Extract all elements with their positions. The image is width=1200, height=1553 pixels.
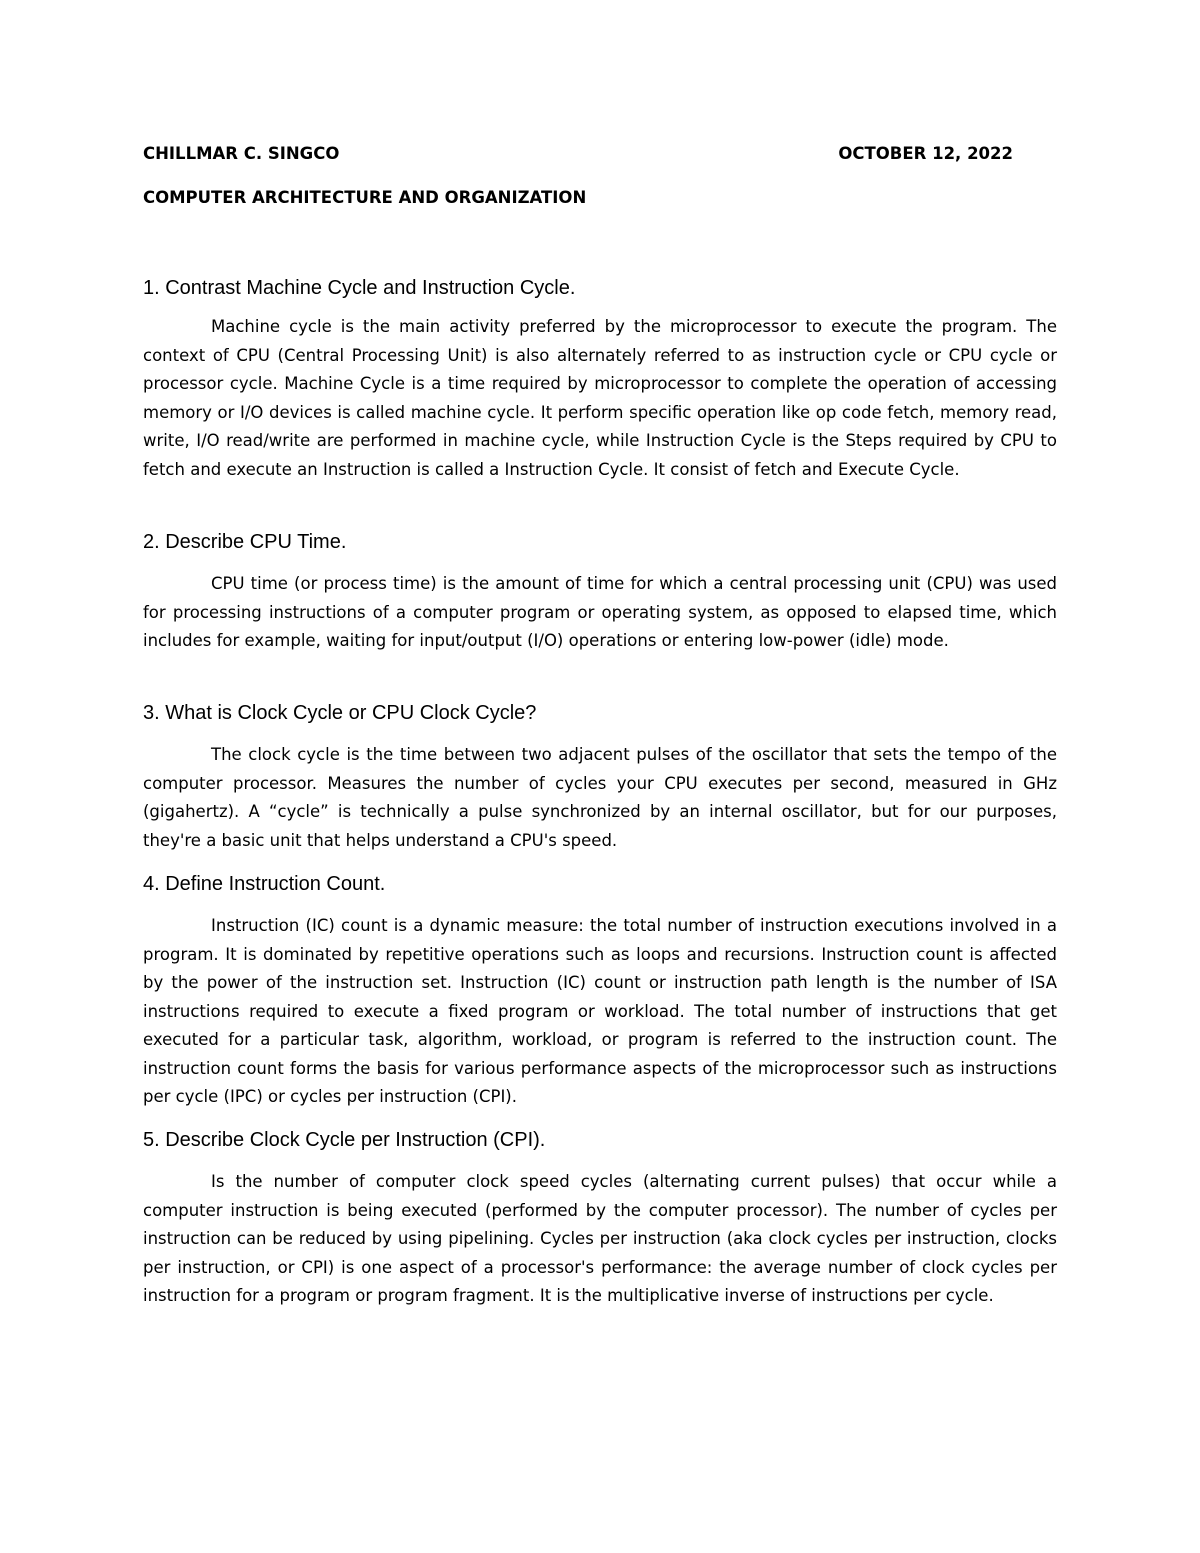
question-2: 2. Describe CPU Time. xyxy=(143,531,347,553)
answer-4: Instruction (IC) count is a dynamic measure: the total number of instruction executions involved in a program. It is dominated by repetitive operations such as loops and recursions. Instruction count is affected by the power of the instruction set. Instruction (IC) count or instruction path length is the number of ISA instructions required to execute a fixed program or workload. The total number of instructions that get executed for a particular task, algorithm, workload, or program is referred to the instruction count. The instruction count forms the basis for various performance aspects of the microprocessor such as instructions per cycle (IPC) or cycles per instruction (CPI). xyxy=(143,916,1057,1106)
author-name: CHILLMAR C. SINGCO xyxy=(143,144,340,163)
answer-5: Is the number of computer clock speed cycles (alternating current pulses) that occur while a computer instruction is being executed (performed by the computer processor). The number of cycles per instruction can be reduced by using pipelining. Cycles per instruction (aka clock cycles per instruction, clocks per instruction, or CPI) is one aspect of a processor's performance: the average number of clock cycles per instruction for a program or program fragment. It is the multiplicative inverse of instructions per cycle. xyxy=(143,1172,1057,1305)
question-5: 5. Describe Clock Cycle per Instruction (CPI). xyxy=(143,1129,546,1151)
course-title: COMPUTER ARCHITECTURE AND ORGANIZATION xyxy=(143,188,587,207)
question-1: 1. Contrast Machine Cycle and Instruction Cycle. xyxy=(143,277,576,299)
document-date: OCTOBER 12, 2022 xyxy=(838,144,1013,163)
answer-3: The clock cycle is the time between two adjacent pulses of the oscillator that sets the tempo of the computer processor. Measures the number of cycles your CPU executes per second, measured in GHz (gigahertz). A “cycle” is technically a pulse synchronized by an internal oscillator, but for our purposes, they're a basic unit that helps understand a CPU's speed. xyxy=(143,745,1057,850)
question-3: 3. What is Clock Cycle or CPU Clock Cycle? xyxy=(143,702,537,724)
answer-2: CPU time (or process time) is the amount of time for which a central processing unit (CPU) was used for processing instructions of a computer program or operating system, as opposed to elapsed time, which includes for example, waiting for input/output (I/O) operations or entering low-power (idle) mode. xyxy=(143,574,1057,650)
answer-1: Machine cycle is the main activity preferred by the microprocessor to execute the program. The context of CPU (Central Processing Unit) is also alternately referred to as instruction cycle or CPU cycle or processor cycle. Machine Cycle is a time required by microprocessor to complete the operation of accessing memory or I/O devices is called machine cycle. It perform specific operation like op code fetch, memory read, write, I/O read/write are performed in machine cycle, while Instruction Cycle is the Steps required by CPU to fetch and execute an Instruction is called a Instruction Cycle. It consist of fetch and Execute Cycle. xyxy=(143,317,1057,479)
document-header xyxy=(143,144,1013,170)
question-4: 4. Define Instruction Count. xyxy=(143,873,386,895)
